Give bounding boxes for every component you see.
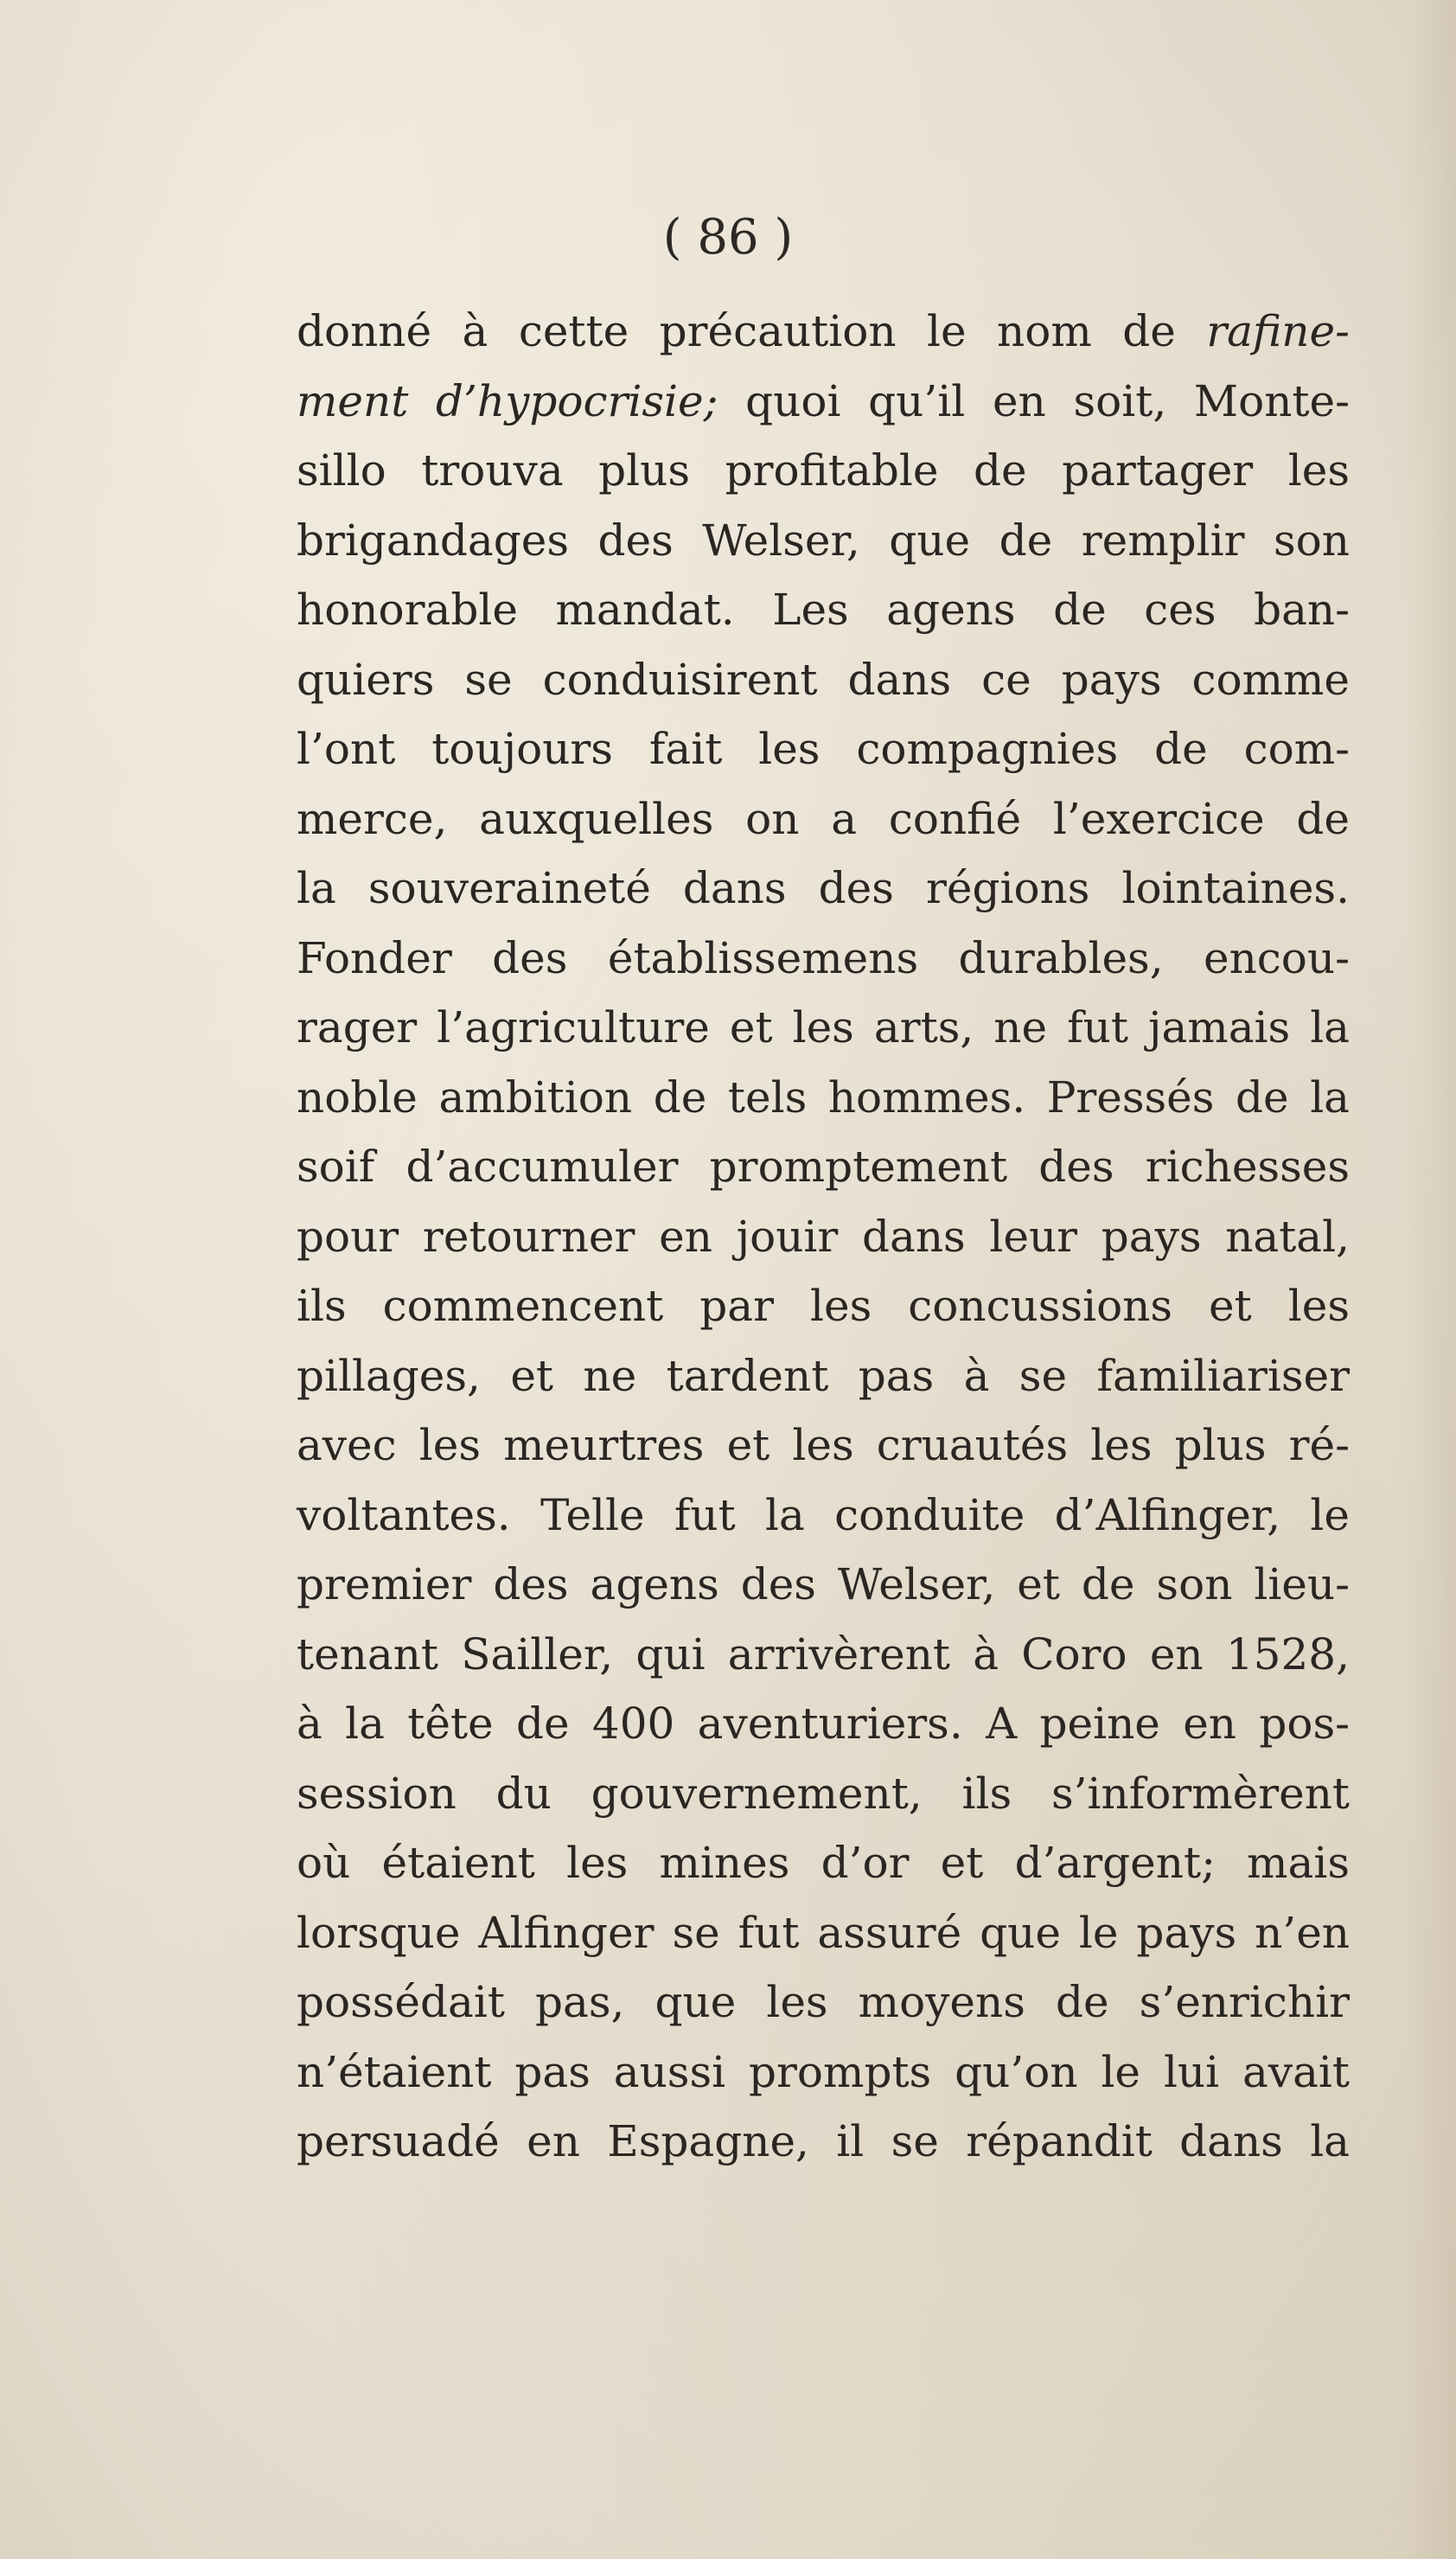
- text-line: soif d’accumuler promptement des richesses: [297, 1142, 1350, 1192]
- text-line: Fonder des établissemens durables, encou-: [297, 932, 1350, 983]
- text-line: rager l’agriculture et les arts, ne fut jamais la: [297, 1002, 1350, 1052]
- text-line: donné à cette précaution le nom de rafine-: [297, 306, 1350, 356]
- text-line: à la tête de 400 aventuriers. A peine en pos-: [297, 1699, 1350, 1749]
- text-line: tenant Sailler, qui arrivèrent à Coro en 1528,: [297, 1628, 1350, 1679]
- text-line: lorsque Alfinger se fut assuré que le pays n’en: [297, 1907, 1350, 1958]
- text-line: possédait pas, que les moyens de s’enrichir: [297, 1977, 1350, 2027]
- text-line: premier des agens des Welser, et de son lieu-: [297, 1559, 1350, 1609]
- text-line: où étaient les mines d’or et d’argent; mais: [297, 1838, 1350, 1888]
- text-line: quiers se conduisirent dans ce pays comme: [297, 654, 1350, 705]
- text-line: voltantes. Telle fut la conduite d’Alfinger, le: [297, 1489, 1350, 1540]
- body-text: [297, 297, 1350, 2177]
- text-line: brigandages des Welser, que de remplir son: [297, 515, 1350, 566]
- text-line: pillages, et ne tardent pas à se familiariser: [297, 1350, 1350, 1401]
- text-line: sillo trouva plus profitable de partager les: [297, 445, 1350, 496]
- text-line: honorable mandat. Les agens de ces ban-: [297, 585, 1350, 635]
- text-line: ils commencent par les concussions et les: [297, 1281, 1350, 1331]
- text-line: l’ont toujours fait les compagnies de com-: [297, 724, 1350, 774]
- text-line: session du gouvernement, ils s’informèrent: [297, 1768, 1350, 1819]
- text-line: merce, auxquelles on a confié l’exercice de: [297, 793, 1350, 844]
- text-line: ment d’hypocrisie; quoi qu’il en soit, Monte-: [297, 375, 1350, 426]
- page-number: ( 86 ): [662, 209, 794, 265]
- text-line: avec les meurtres et les cruautés les plus ré-: [297, 1420, 1350, 1470]
- text-line: noble ambition de tels hommes. Pressés de la: [297, 1072, 1350, 1123]
- text-line: n’étaient pas aussi prompts qu’on le lui avait: [297, 2046, 1350, 2097]
- text-line: la souveraineté dans des régions lointaines.: [297, 863, 1350, 913]
- text-line: pour retourner en jouir dans leur pays natal,: [297, 1211, 1350, 1262]
- page-edge-shadow: [1404, 0, 1456, 2559]
- text-line: persuadé en Espagne, il se répandit dans la: [297, 2116, 1350, 2166]
